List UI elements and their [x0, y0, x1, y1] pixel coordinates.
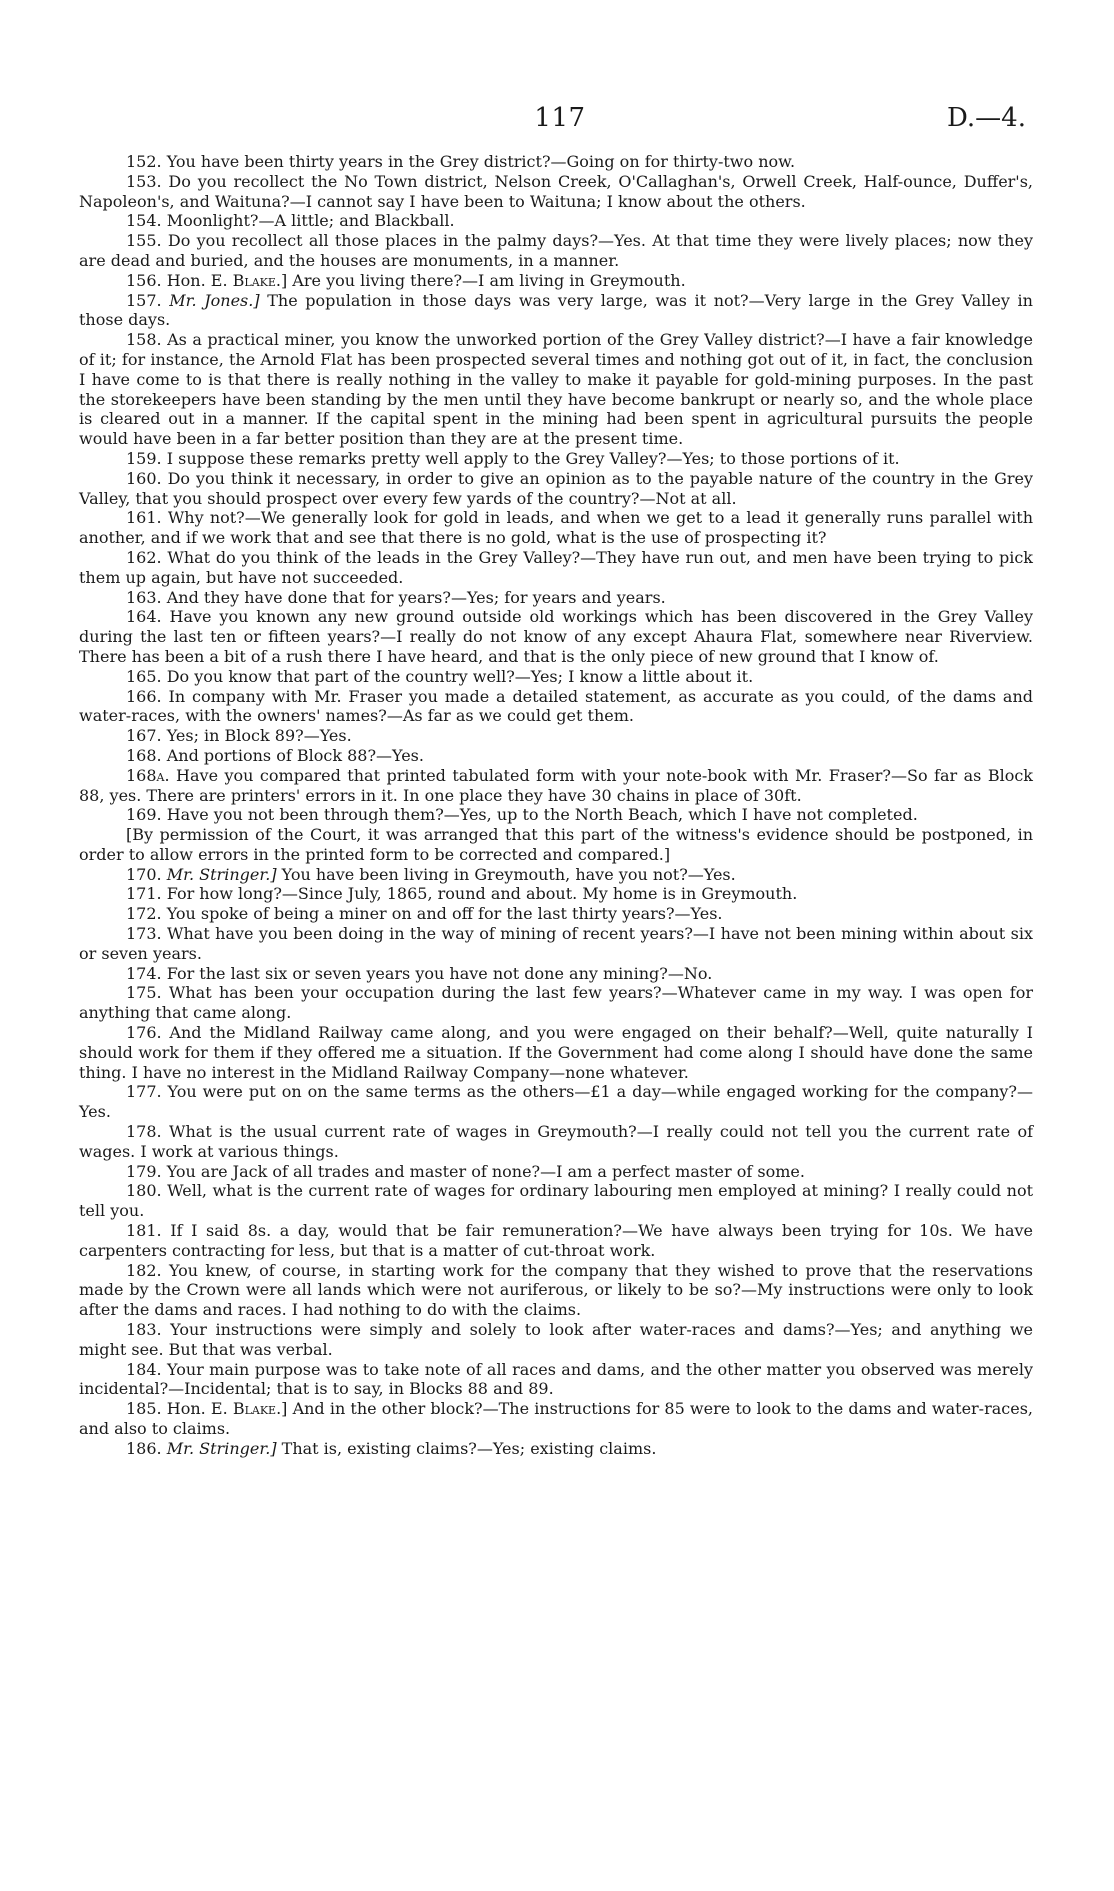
question-paragraph [79, 805, 1033, 825]
question-paragraph [79, 726, 1033, 746]
question-text: 158. As a practical miner, you know the unworked portion of the Grey Valley district?—I have a fair knowledge of it; for instance, the Arnold Flat has been prospected several times and nothing got out of it, in fact, the conclusion I have come to is that there is really nothing in the valley to make it payable for gold-mining purposes. In the past the storekeepers have been standing by the men until they have become bankrupt or nearly so, and the whole place is cleared out in a manner. If the capital spent in the mining had been spent in agricultural pursuits the people would have been in a far better position than they are at the present time. [79, 330, 1033, 449]
page-number: 117 [534, 103, 586, 133]
evidence-transcript [79, 152, 1033, 1459]
question-paragraph [79, 1439, 1033, 1459]
question-text: 155. Do you recollect all those places in the palmy days?—Yes. At that time they were lively places; now they are dead and buried, and the houses are monuments, in a manner. [79, 231, 1033, 270]
question-paragraph [79, 211, 1033, 231]
question-text: 180. Well, what is the current rate of wages for ordinary labouring men employed at mining? I really could not tell you. [79, 1181, 1033, 1221]
speaker-name: Mr. Jones.] [169, 290, 260, 310]
question-text: Are you living there?—I am living in Greymouth. [287, 270, 686, 290]
question-text: That is, existing claims?—Yes; existing claims. [276, 1438, 657, 1458]
question-paragraph [79, 1221, 1033, 1261]
question-text: 181. If I said 8s. a day, would that be fair remuneration?—We have always been trying for 10s. We have carpenters contracting for less, but that is a matter of cut-throat work. [79, 1221, 1033, 1260]
question-text: 174. For the last six or seven years you have not done any mining?—No. [126, 963, 713, 983]
question-paragraph [79, 1320, 1033, 1360]
question-number: 186. [126, 1438, 167, 1458]
question-paragraph [79, 607, 1033, 666]
question-text: 169. Have you not been through them?—Yes, up to the North Beach, which I have not completed. [126, 805, 918, 825]
question-text: 167. Yes; in Block 89?—Yes. [126, 726, 352, 746]
question-text: 168. And portions of Block 88?—Yes. [126, 745, 424, 765]
question-paragraph [79, 508, 1033, 548]
question-text: 160. Do you think it necessary, in order to give an opinion as to the payable nature of the country in the Grey Valley, that you should prospect over every few yards of the country?—Not at all. [79, 468, 1033, 508]
question-text: 184. Your main purpose was to take note of all races and dams, and the other matter you observed was merely incidental?—Incidental; that is to say, in Blocks 88 and 89. [79, 1359, 1033, 1399]
question-text: 183. Your instructions were simply and solely to look after water-races and dams?—Yes; and anything we might see. But that was verbal. [79, 1320, 1033, 1359]
question-paragraph [79, 449, 1033, 469]
question-paragraph [79, 884, 1033, 904]
question-number: 170. [126, 864, 167, 884]
question-number: 157. [126, 290, 170, 310]
question-paragraph [79, 469, 1033, 509]
question-paragraph [79, 865, 1033, 885]
question-text: 163. And they have done that for years?—Yes; for years and years. [126, 587, 666, 607]
question-paragraph [79, 330, 1033, 449]
question-paragraph [79, 588, 1033, 608]
question-number: 185. Hon. E. [126, 1399, 233, 1419]
question-text: 178. What is the usual current rate of wages in Greymouth?—I really could not tell you the current rate of wages. I work at various things. [79, 1122, 1033, 1161]
question-text: 176. And the Midland Railway came along, and you were engaged on their behalf?—Well, quite naturally I should work for them if they offered me a situation. If the Government had come along I should have done the same thing. I have no interest in the Midland Railway Company—none whatever. [79, 1023, 1033, 1082]
question-text: 154. Moonlight?—A little; and Blackball. [126, 211, 455, 231]
question-text: [By permission of the Court, it was arranged that this part of the witness's evidence should be postponed, in order to allow errors in the printed form to be corrected and compared.] [79, 825, 1033, 864]
question-text: 164. Have you known any new ground outside old workings which has been discovered in the Grey Valley during the last ten or fifteen years?—I really do not know of any except Ahaura Flat, somewhere near Riverview. There has been a bit of a rush there I have heard, and that is the only piece of new ground that I know of. [79, 607, 1033, 666]
question-paragraph [79, 231, 1033, 271]
question-paragraph [79, 904, 1033, 924]
question-paragraph [79, 687, 1033, 727]
question-paragraph [79, 1261, 1033, 1320]
question-text: The population in those days was very large, was it not?—Very large in the Grey Valley in those days. [79, 290, 1033, 330]
question-paragraph [79, 152, 1033, 172]
question-text: 171. For how long?—Since July, 1865, round and about. My home is in Greymouth. [126, 884, 798, 904]
question-paragraph [79, 746, 1033, 766]
question-paragraph [79, 766, 1033, 806]
question-text: 173. What have you been doing in the way of mining of recent years?—I have not been mining within about six or seven years. [79, 924, 1033, 963]
question-paragraph [79, 172, 1033, 212]
question-text: 162. What do you think of the leads in the Grey Valley?—They have run out, and men have been trying to pick them up again, but have not succeeded. [79, 547, 1033, 587]
question-text: And in the other block?—The instructions for 85 were to look to the dams and water-races, and also to claims. [79, 1399, 1034, 1438]
question-paragraph [79, 1181, 1033, 1221]
question-paragraph [79, 667, 1033, 687]
question-text: 165. Do you know that part of the country well?—Yes; I know a little about it. [126, 666, 754, 686]
question-paragraph [79, 1082, 1033, 1122]
question-paragraph [79, 924, 1033, 964]
question-text: 182. You knew, of course, in starting work for the company that they wished to prove that the reservations made by the Crown were all lands which were not auriferous, or likely to be so?—My instructions were only to look after the dams and races. I had nothing to do with the claims. [79, 1260, 1033, 1320]
question-text: 152. You have been thirty years in the Grey district?—Going on for thirty-two now. [126, 152, 796, 171]
question-paragraph [79, 1023, 1033, 1082]
question-text: 159. I suppose these remarks pretty well apply to the Grey Valley?—Yes; to those portions of it. [126, 448, 900, 468]
question-paragraph [79, 1122, 1033, 1162]
question-paragraph [79, 1399, 1033, 1439]
speaker-name: a. [156, 765, 170, 785]
question-text: 166. In company with Mr. Fraser you made a detailed statement, as accurate as you could, of the dams and water-races, with the owners' names?—As far as we could get them. [79, 686, 1033, 726]
question-text: 177. You were put on on the same terms as the others—£1 a day—while engaged working for the company?—Yes. [79, 1082, 1033, 1122]
question-paragraph [79, 291, 1033, 331]
question-paragraph [79, 548, 1033, 588]
question-text: Have you compared that printed tabulated form with your note-book with Mr. Fraser?—So far as Block 88, yes. There are printers' errors in it. In one place they have 30 chains in place of 30ft. [79, 765, 1033, 805]
question-paragraph [79, 1360, 1033, 1400]
speaker-name: Mr. Stringer.] [166, 1438, 277, 1458]
speaker-name: Mr. Stringer.] [166, 864, 277, 884]
question-text: You have been living in Greymouth, have you not?—Yes. [276, 864, 736, 884]
question-text: 153. Do you recollect the No Town district, Nelson Creek, O'Callaghan's, Orwell Creek, Half-ounce, Duffer's, Napoleon's, and Waituna?—I cannot say I have been to Waituna; I know about the others. [79, 171, 1033, 211]
question-paragraph [79, 825, 1033, 865]
document-code: D.—4. [947, 103, 1026, 133]
speaker-name: Blake.] [232, 270, 288, 290]
question-text: 172. You spoke of being a miner on and off for the last thirty years?—Yes. [126, 904, 723, 924]
question-text: 161. Why not?—We generally look for gold in leads, and when we get to a lead it generally runs parallel with another, and if we work that and see that there is no gold, what is the use of prospecting it? [79, 508, 1033, 548]
question-paragraph [79, 964, 1033, 984]
question-text: 179. You are Jack of all trades and master of none?—I am a perfect master of some. [126, 1161, 805, 1181]
question-text: 175. What has been your occupation during the last few years?—Whatever came in my way. I was open for anything that came along. [79, 983, 1033, 1023]
question-paragraph [79, 271, 1033, 291]
question-number: 156. Hon. E. [126, 270, 233, 290]
speaker-name: Blake.] [232, 1399, 288, 1419]
question-paragraph [79, 983, 1033, 1023]
question-number: 168 [126, 765, 157, 785]
question-paragraph [79, 1162, 1033, 1182]
